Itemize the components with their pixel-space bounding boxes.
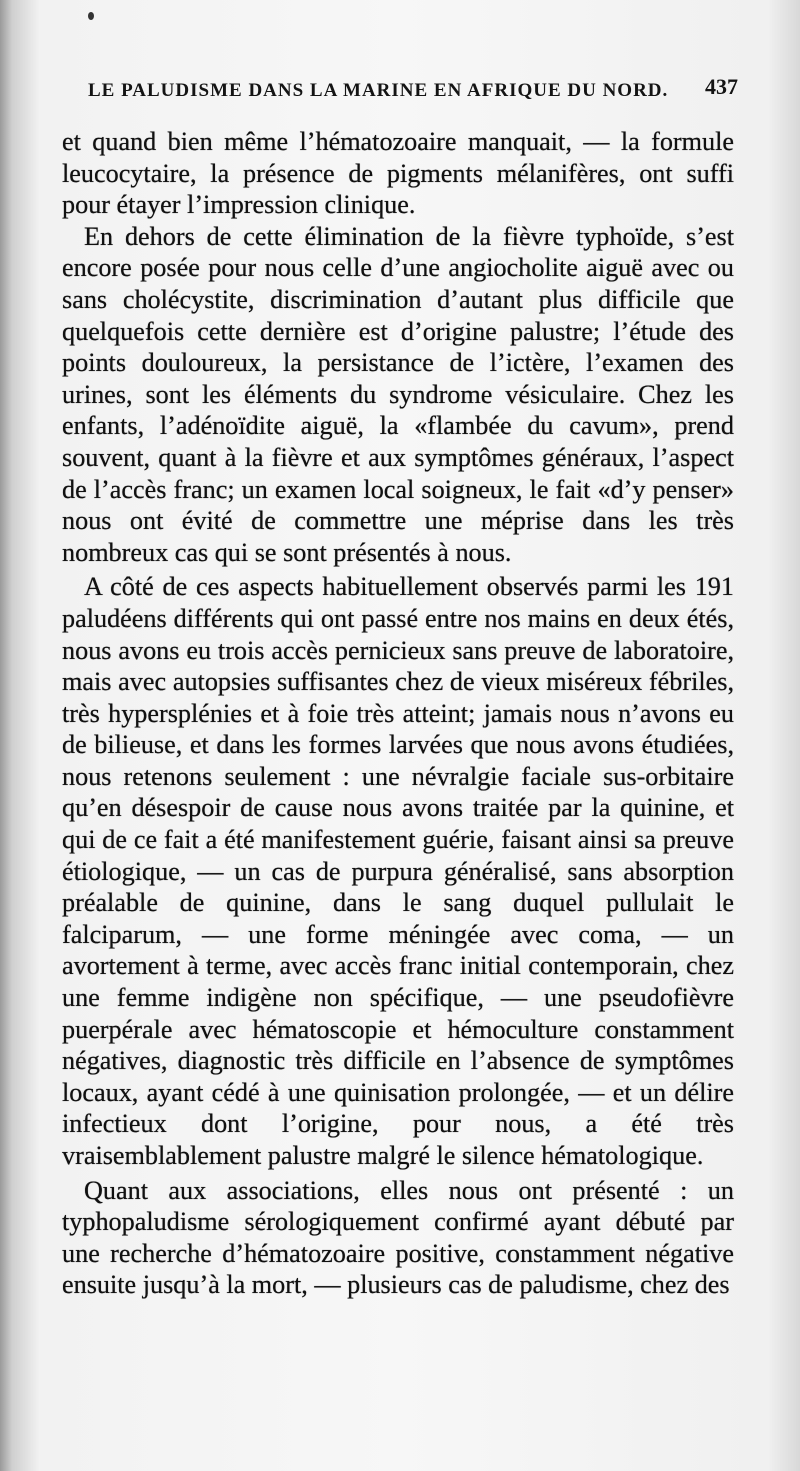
paragraph-differential-diagnosis: En dehors de cette élimination de la fièvre typhoïde, s’est encore posée pour nous celle d’une angiocholite aiguë avec ou sans cholécystite, discrimination d’autant plus difficile que quelquefois cette dernière est d’origine palustre; l’étude des points douloureux, la persistance de l’ictère, l’examen des urines, sont les éléments du syndrome vésiculaire. Chez les enfants, l’adénoïdite aiguë, la «flambée du cavum», prend souvent, quant à la fièvre et aux symptômes généraux, l’aspect de l’accès franc; un examen local soigneux, le fait «d’y penser» nous ont évité de commettre une méprise dans les très nombreux cas qui se sont présentés à nous. (62, 221, 734, 567)
paragraph-continuation: et quand bien même l’hématozoaire manquait, — la formule leucocytaire, la présence de pigments mélanifères, ont suffi pour étayer l’impression clinique. (62, 127, 734, 220)
body-text (62, 126, 734, 1301)
page-header (88, 72, 738, 112)
running-title: LE PALUDISME DANS LA MARINE EN AFRIQUE DU NORD. (88, 80, 669, 101)
paragraph-clinical-forms: A côté de ces aspects habituellement observés parmi les 191 paludéens différents qui ont passé entre nos mains en deux étés, nous avons eu trois accès pernicieux sans preuve de laboratoire, mais avec autopsies suffisantes chez de vieux miséreux fébriles, très hypersplénies et à foie très atteint; jamais nous n’avons eu de bilieuse, et dans les formes larvées que nous avons étudiées, nous retenons seulement : une névralgie faciale sus-orbitaire qu’en désespoir de cause nous avons traitée par la quinine, et qui de ce fait a été manifestement guérie, faisant ainsi sa preuve étiologique, — un cas de purpura généralisé, sans absorption préalable de quinine, dans le sang duquel pullulait le falciparum, — une forme méningée avec coma, — un avortement à terme, avec accès franc initial contemporain, chez une femme indigène non spécifique, — une pseudofièvre puerpérale avec hématoscopie et hémoculture constamment négatives, diagnostic très difficile en l’absence de symptômes locaux, ayant cédé à une quinisation prolongée, — et un délire infectieux dont l’origine, pour nous, a été très vraisemblablement palustre malgré le silence hématologique. (62, 572, 734, 1170)
page-number: 437 (705, 74, 738, 99)
ink-speck (88, 12, 94, 20)
paragraph-associations: Quant aux associations, elles nous ont présenté : un typhopaludisme sérologiquement confirmé ayant débuté par une recherche d’hématozoaire positive, constamment négative ensuite jusqu’à la mort, — plusieurs cas de paludisme, chez des (62, 1175, 734, 1300)
